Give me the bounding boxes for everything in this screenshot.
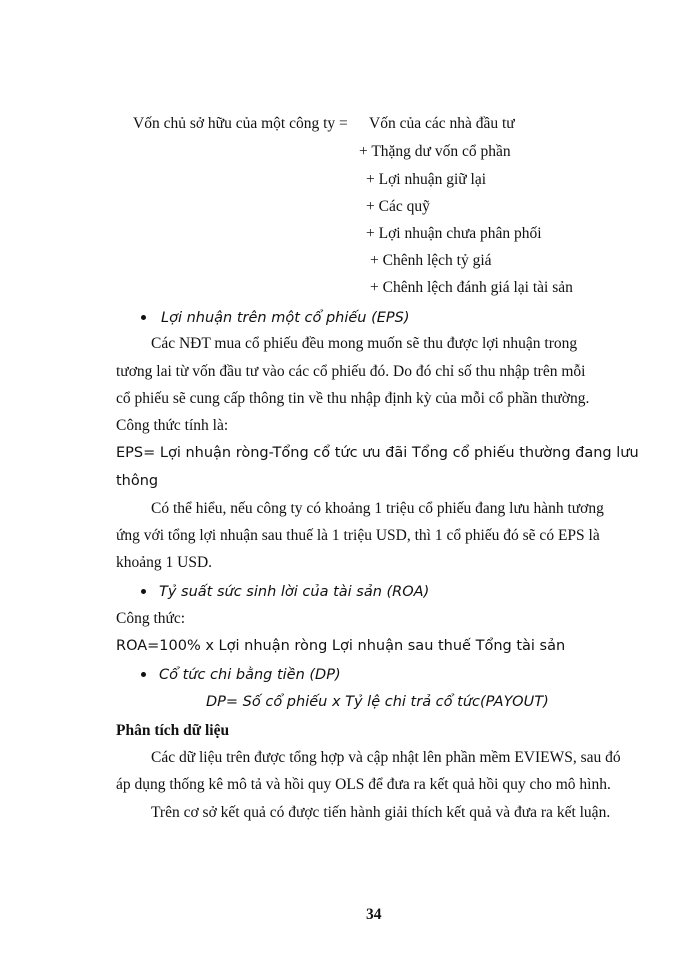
eps-paragraph-line: cổ phiếu sẽ cung cấp thông tin về thu nhập định kỳ của mỗi cổ phần thường.: [116, 390, 590, 407]
eps-formula: thông: [116, 473, 159, 489]
analysis-paragraph-line: Các dữ liệu trên được tổng hợp và cập nhật lên phần mềm EVIEWS, sau đó: [151, 749, 621, 766]
bullet-icon: [141, 672, 146, 677]
eps-paragraph-line: Có thể hiểu, nếu công ty có khoảng 1 triệu cổ phiếu đang lưu hành tương: [151, 500, 604, 517]
equity-term: + Các quỹ: [366, 198, 430, 215]
roa-formula: ROA=100% x Lợi nhuận ròng Lợi nhuận sau thuế Tổng tài sản: [116, 638, 566, 654]
analysis-paragraph-line: Trên cơ sở kết quả có được tiến hành giải thích kết quả và đưa ra kết luận.: [151, 804, 611, 821]
equity-term: + Lợi nhuận chưa phân phối: [366, 225, 542, 242]
eps-formula: EPS= Lợi nhuận ròng-Tổng cổ tức ưu đãi Tổng cổ phiếu thường đang lưu: [116, 445, 639, 461]
eps-heading: Lợi nhuận trên một cổ phiếu (EPS): [161, 310, 410, 326]
roa-formula-label: Công thức:: [116, 610, 186, 627]
bullet-icon: [141, 589, 146, 594]
page-number: 34: [366, 906, 382, 923]
eps-paragraph-line: khoảng 1 USD.: [116, 554, 213, 571]
roa-heading: Tỷ suất sức sinh lời của tài sản (ROA): [159, 584, 430, 600]
equity-term: + Chênh lệch tỷ giá: [370, 252, 492, 269]
equity-term: + Chênh lệch đánh giá lại tài sản: [370, 279, 573, 296]
eps-paragraph-line: ứng với tổng lợi nhuận sau thuế là 1 triệu USD, thì 1 cổ phiếu đó sẽ có EPS là: [116, 527, 600, 544]
equity-first-term: Vốn của các nhà đầu tư: [369, 115, 515, 132]
equity-term: + Thặng dư vốn cổ phần: [359, 143, 511, 160]
equity-term: + Lợi nhuận giữ lại: [366, 171, 487, 188]
eps-paragraph-line: tương lai từ vốn đầu tư vào các cổ phiếu đó. Do đó chỉ số thu nhập trên mỗi: [116, 363, 586, 380]
dp-formula: DP= Số cổ phiếu x Tỷ lệ chi trả cổ tức(PAYOUT): [206, 694, 549, 710]
bullet-icon: [141, 315, 146, 320]
eps-paragraph-line: Các NĐT mua cổ phiếu đều mong muốn sẽ thu được lợi nhuận trong: [151, 335, 578, 352]
dp-heading: Cổ tức chi bằng tiền (DP): [159, 667, 341, 683]
analysis-paragraph-line: áp dụng thống kê mô tả và hồi quy OLS để đưa ra kết quả hồi quy cho mô hình.: [116, 776, 611, 793]
equity-lhs: Vốn chủ sở hữu của một công ty =: [133, 115, 348, 132]
analysis-heading: Phân tích dữ liệu: [116, 722, 230, 739]
eps-formula-label: Công thức tính là:: [116, 417, 229, 434]
